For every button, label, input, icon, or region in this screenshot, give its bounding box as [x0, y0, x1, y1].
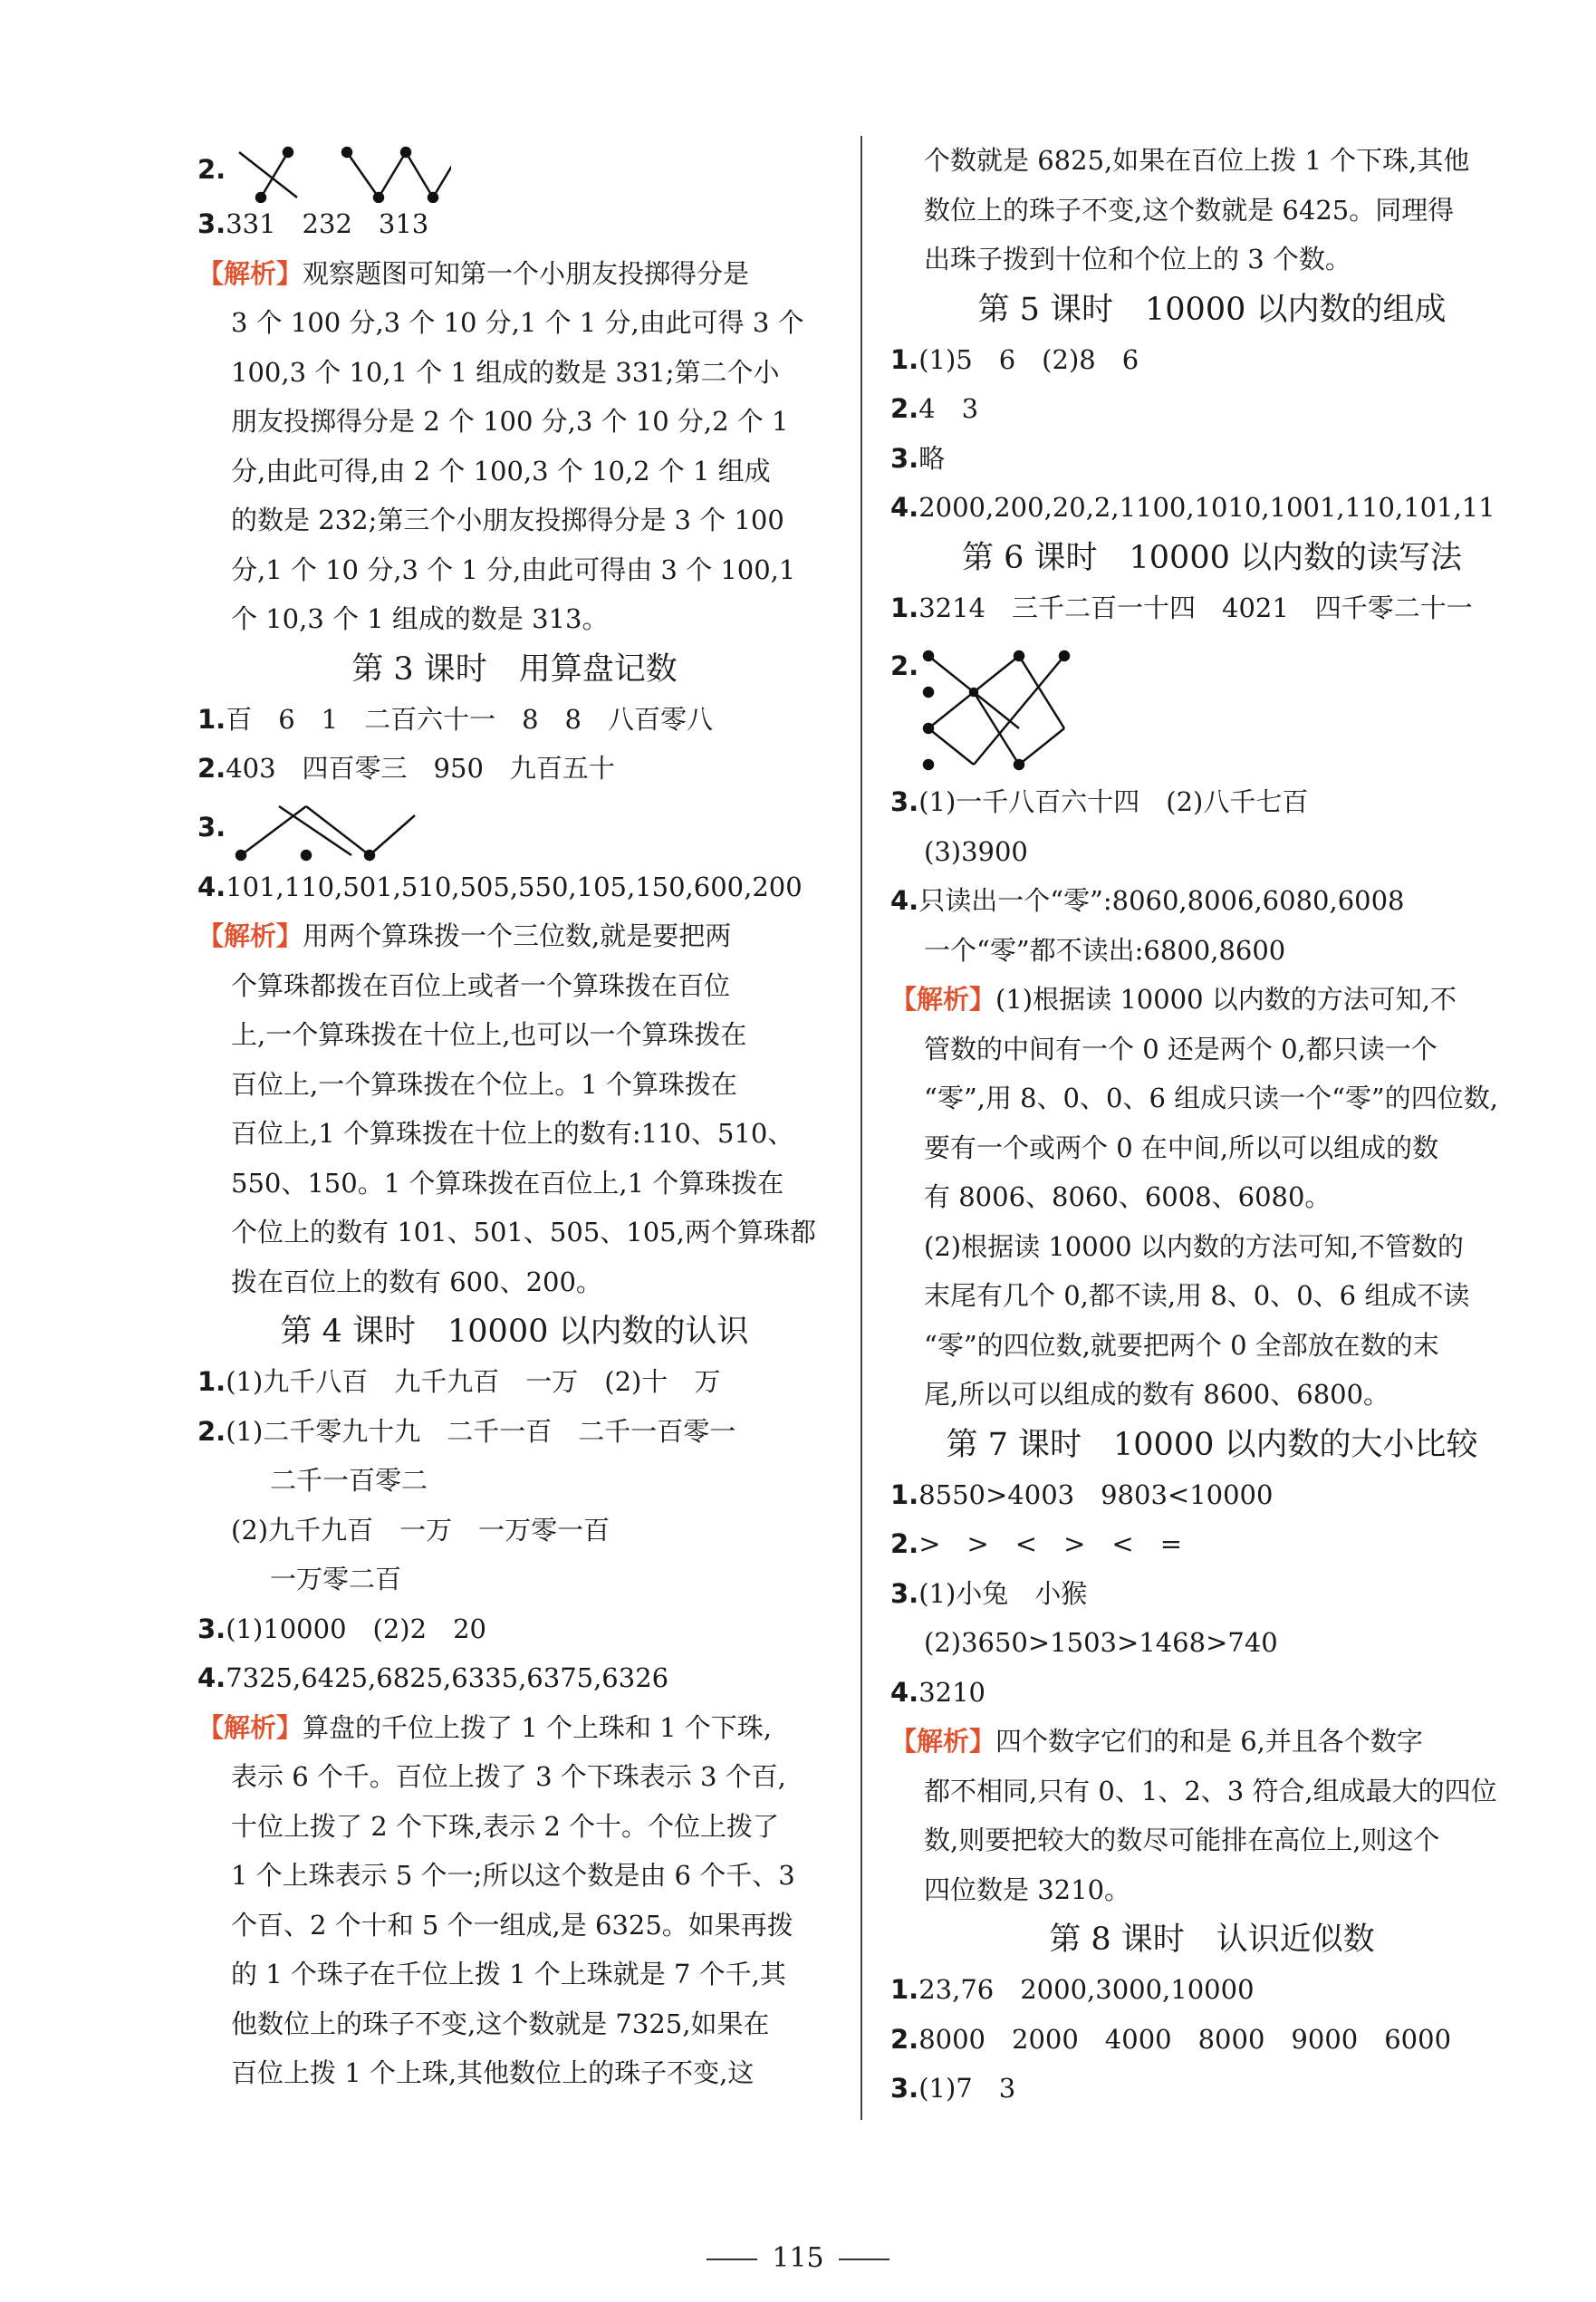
q3-answer: 3.331 232 313 [197, 208, 429, 239]
q2-matching [197, 136, 832, 199]
analysis-4-line: 有 8006、8060、6008、6080。 [924, 1181, 1332, 1212]
analysis-3-line: 的 1 个珠子在千位上拨 1 个上珠就是 7 个千,其 [231, 1959, 786, 1989]
analysis-3-line: 1 个上珠表示 5 个一;所以这个数是由 6 个千、3 [231, 1860, 795, 1891]
l4-q1: 1.(1)九千八百 九千九百 一万 (2)十 万 [197, 1366, 721, 1397]
analysis-1-line: 分,由此可得,由 2 个 100,3 个 10,2 个 1 组成 [231, 455, 771, 486]
analysis-4: 【解析】(1)根据读 10000 以内数的方法可知,不 [890, 984, 1457, 1015]
lesson-4-heading: 第 4 课时 10000 以内数的认识 [280, 1314, 749, 1350]
analysis-4-line: “零”,用 8、0、0、6 组成只读一个“零”的四位数, [924, 1083, 1498, 1113]
l7-q1: 1.8550>4003 9803<10000 [890, 1478, 1274, 1510]
analysis-2: 【解析】用两个算珠拨一个三位数,就是要把两 [197, 920, 732, 951]
analysis-1: 【解析】观察题图可知第一个小朋友投掷得分是 [197, 257, 750, 289]
l4-q2-cont: 二千一百零二 [270, 1465, 428, 1496]
l6-q2-line-diagram [919, 638, 1101, 783]
analysis-4-line: 尾,所以可以组成的数有 8600、6800。 [924, 1379, 1390, 1410]
analysis-4-line: 末尾有几个 0,都不读,用 8、0、0、6 组成不读 [924, 1280, 1470, 1311]
analysis-3-line: 表示 6 个千。百位上拨了 3 个下珠表示 3 个百, [231, 1761, 786, 1792]
l6-q4-part2: 一个“零”都不读出:6800,8600 [924, 934, 1286, 966]
analysis-1-line: 分,1 个 10 分,3 个 1 分,由此可得由 3 个 100,1 [231, 554, 796, 585]
page-number: 115 [772, 2242, 824, 2274]
l6-q3-part3: (3)3900 [924, 835, 1028, 867]
analysis-2-line: 拨在百位上的数有 600、200。 [231, 1266, 602, 1297]
analysis-2-line: 550、150。1 个算珠拨在百位上,1 个算珠拨在 [231, 1167, 784, 1199]
l3-q3-line-diagram [225, 797, 424, 866]
analysis-1-line: 朋友投掷得分是 2 个 100 分,3 个 10 分,2 个 1 [231, 406, 789, 437]
l6-q2-matching [890, 632, 1534, 777]
analysis-2-line: 上,一个算珠拨在十位上,也可以一个算珠拨在 [231, 1019, 747, 1050]
l8-q3: 3.(1)7 3 [890, 2073, 1016, 2104]
analysis-3-line: 百位上拨 1 个上珠,其他数位上的珠子不变,这 [231, 2057, 755, 2088]
analysis-2-line: 个位上的数有 101、501、505、105,两个算珠都 [231, 1217, 816, 1247]
l4-q2-part2-cont: 一万零二百 [270, 1564, 402, 1594]
continuation-line: 数位上的珠子不变,这个数就是 6425。同理得 [924, 194, 1455, 226]
l7-q3-part2: (2)3650>1503>1468>740 [924, 1627, 1278, 1658]
analysis-4-line: (2)根据读 10000 以内数的方法可知,不管数的 [924, 1230, 1464, 1262]
analysis-1-line: 3 个 100 分,3 个 10 分,1 个 1 分,由此可得 3 个 [231, 307, 804, 338]
left-column [197, 136, 832, 2098]
continuation-line: 个数就是 6825,如果在百位上拨 1 个下珠,其他 [924, 145, 1470, 176]
analysis-5-line: 都不相同,只有 0、1、2、3 符合,组成最大的四位 [924, 1775, 1497, 1806]
l4-q4: 4.7325,6425,6825,6335,6375,6326 [197, 1662, 669, 1693]
q2-number: 2. [197, 154, 226, 185]
lesson-5-heading: 第 5 课时 10000 以内数的组成 [977, 291, 1447, 328]
column-divider [860, 136, 862, 2120]
l6-q3: 3.(1)一千八百六十四 (2)八千七百 [890, 786, 1309, 817]
lesson-7-heading: 第 7 课时 10000 以内数的大小比较 [946, 1426, 1478, 1463]
analysis-1-line: 100,3 个 10,1 个 1 组成的数是 331;第二个小 [231, 356, 780, 388]
analysis-5: 【解析】四个数字它们的和是 6,并且各个数字 [890, 1726, 1423, 1757]
q2-line-diagram [234, 140, 451, 203]
l3-q1: 1.百 6 1 二百六十一 8 8 八百零八 [197, 703, 714, 735]
l3-q3-matching [197, 794, 832, 862]
analysis-5-line: 四位数是 3210。 [924, 1873, 1131, 1905]
analysis-label: 【解析】 [890, 984, 996, 1015]
analysis-1-line: 的数是 232;第三个小朋友投掷得分是 3 个 100 [231, 505, 784, 535]
analysis-3-line: 他数位上的珠子不变,这个数就是 7325,如果在 [231, 2008, 770, 2039]
l7-q2: 2.> > < > < = [890, 1528, 1182, 1559]
lesson-3-heading: 第 3 课时 用算盘记数 [351, 650, 678, 688]
analysis-5-line: 数,则要把较大的数尽可能排在高位上,则这个 [924, 1825, 1440, 1855]
analysis-2-line: 百位上,1 个算珠拨在十位上的数有:110、510、 [231, 1118, 794, 1149]
analysis-label: 【解析】 [197, 1711, 303, 1743]
l4-q2-part2: (2)九千九百 一万 一万零一百 [231, 1514, 611, 1546]
continuation-line: 出珠子拨到十位和个位上的 3 个数。 [924, 244, 1351, 275]
footer-dash-right [839, 2259, 889, 2260]
l6-q1: 1.3214 三千二百一十四 4021 四千零二十一 [890, 592, 1473, 623]
l3-q3-number: 3. [197, 811, 226, 843]
analysis-4-line: 管数的中间有一个 0 还是两个 0,都只读一个 [924, 1033, 1437, 1064]
analysis-3-line: 个百、2 个十和 5 个一组成,是 6325。如果再拨 [231, 1909, 793, 1941]
l3-q4: 4.101,110,501,510,505,550,105,150,600,200 [197, 871, 803, 902]
analysis-1-line: 个 10,3 个 1 组成的数是 313。 [231, 603, 609, 634]
analysis-2-line: 个算珠都拨在百位上或者一个算珠拨在百位 [231, 969, 731, 1001]
page-footer [0, 2242, 1596, 2274]
l7-q3: 3.(1)小兔 小猴 [890, 1577, 1088, 1609]
l6-q4: 4.只读出一个“零”:8060,8006,6080,6008 [890, 885, 1405, 916]
l5-q2: 2.4 3 [890, 393, 979, 424]
l5-q3: 3.略 [890, 442, 946, 474]
lesson-6-heading: 第 6 课时 10000 以内数的读写法 [962, 539, 1462, 576]
analysis-label: 【解析】 [197, 920, 303, 951]
analysis-label: 【解析】 [890, 1726, 996, 1757]
analysis-label: 【解析】 [197, 257, 303, 289]
l6-q2-number: 2. [890, 650, 919, 681]
footer-dash-left [707, 2259, 757, 2260]
analysis-4-line: 要有一个或两个 0 在中间,所以可以组成的数 [924, 1132, 1439, 1163]
l8-q1: 1.23,76 2000,3000,10000 [890, 1974, 1255, 2005]
l4-q2: 2.(1)二千零九十九 二千一百 二千一百零一 [197, 1415, 736, 1447]
l7-q4: 4.3210 [890, 1676, 986, 1708]
analysis-4-line: “零”的四位数,就要把两个 0 全部放在数的末 [924, 1329, 1439, 1361]
l5-q4: 4.2000,200,20,2,1100,1010,1001,110,101,11 [890, 492, 1495, 523]
l5-q1: 1.(1)5 6 (2)8 6 [890, 343, 1139, 375]
l3-q2: 2.403 四百零三 950 九百五十 [197, 753, 615, 784]
analysis-3: 【解析】算盘的千位上拨了 1 个上珠和 1 个下珠, [197, 1711, 773, 1743]
l4-q3: 3.(1)10000 (2)2 20 [197, 1613, 486, 1644]
right-column [890, 145, 1534, 2114]
lesson-8-heading: 第 8 课时 认识近似数 [1049, 1922, 1375, 1958]
analysis-3-line: 十位上拨了 2 个下珠,表示 2 个十。个位上拨了 [231, 1810, 779, 1842]
l8-q2: 2.8000 2000 4000 8000 9000 6000 [890, 2023, 1452, 2055]
analysis-2-line: 百位上,一个算珠拨在个位上。1 个算珠拨在 [231, 1068, 737, 1100]
